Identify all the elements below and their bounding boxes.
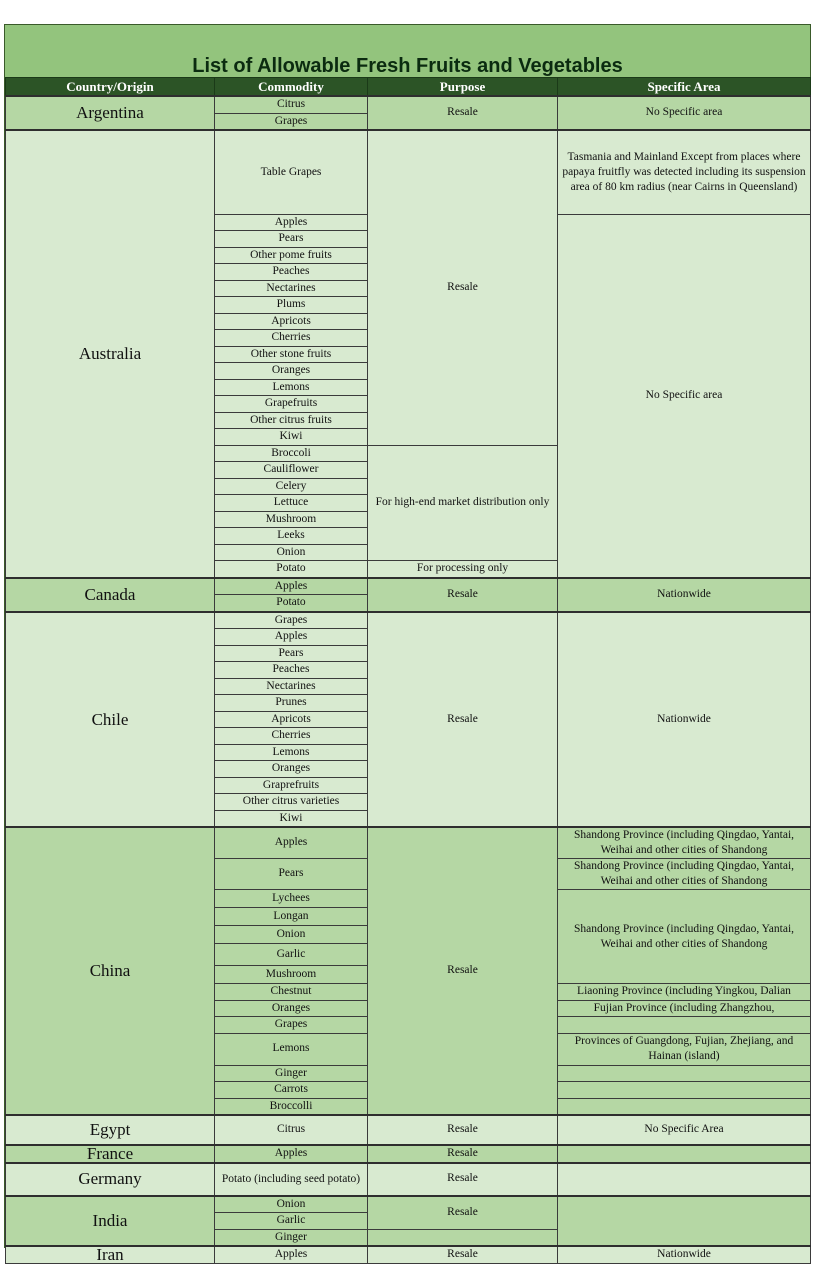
table-row bbox=[6, 1145, 811, 1163]
area-cell: Nationwide bbox=[558, 612, 811, 828]
commodity-cell: Pears bbox=[215, 645, 368, 662]
purpose-cell: For processing only bbox=[368, 561, 558, 578]
purpose-cell: Resale bbox=[368, 1196, 558, 1230]
area-cell bbox=[558, 1098, 811, 1115]
commodity-cell: Apples bbox=[215, 1145, 368, 1163]
area-cell: Liaoning Province (including Yingkou, Dalian bbox=[558, 984, 811, 1001]
commodity-cell: Graprefruits bbox=[215, 777, 368, 794]
commodity-cell: Broccoli bbox=[215, 445, 368, 462]
commodity-cell: Broccolli bbox=[215, 1098, 368, 1115]
group-china bbox=[6, 827, 811, 1115]
country-cell: Chile bbox=[6, 612, 215, 828]
group-egypt bbox=[6, 1115, 811, 1145]
commodity-cell: Kiwi bbox=[215, 810, 368, 827]
area-cell bbox=[558, 1145, 811, 1163]
commodity-cell: Mushroom bbox=[215, 966, 368, 984]
purpose-cell: Resale bbox=[368, 578, 558, 612]
group-argentina bbox=[6, 96, 811, 130]
area-cell bbox=[558, 1065, 811, 1082]
country-cell: Iran bbox=[6, 1246, 215, 1263]
commodity-cell: Apricots bbox=[215, 711, 368, 728]
table-row bbox=[6, 827, 811, 859]
area-cell: Provinces of Guangdong, Fujian, Zhejiang, and Hainan (island) bbox=[558, 1033, 811, 1065]
commodity-cell: Potato bbox=[215, 561, 368, 578]
commodity-table bbox=[5, 77, 811, 1264]
group-france bbox=[6, 1145, 811, 1163]
commodity-cell: Leeks bbox=[215, 528, 368, 545]
commodity-cell: Apples bbox=[215, 214, 368, 231]
commodity-table-container bbox=[5, 77, 810, 1264]
commodity-cell: Onion bbox=[215, 544, 368, 561]
commodity-cell: Citrus bbox=[215, 96, 368, 113]
commodity-cell: Other citrus varieties bbox=[215, 794, 368, 811]
commodity-cell: Carrots bbox=[215, 1082, 368, 1099]
group-chile bbox=[6, 612, 811, 828]
area-cell bbox=[558, 1163, 811, 1196]
group-germany bbox=[6, 1163, 811, 1196]
country-cell: Argentina bbox=[6, 96, 215, 130]
commodity-cell: Other citrus fruits bbox=[215, 412, 368, 429]
table-row bbox=[6, 1115, 811, 1145]
area-cell bbox=[558, 1196, 811, 1247]
commodity-cell: Kiwi bbox=[215, 429, 368, 446]
commodity-cell: Lemons bbox=[215, 744, 368, 761]
commodity-cell: Pears bbox=[215, 231, 368, 248]
purpose-cell: Resale bbox=[368, 1163, 558, 1196]
commodity-cell: Oranges bbox=[215, 363, 368, 380]
commodity-cell: Plums bbox=[215, 297, 368, 314]
purpose-cell: Resale bbox=[368, 612, 558, 828]
country-cell: Egypt bbox=[6, 1115, 215, 1145]
purpose-cell: Resale bbox=[368, 1115, 558, 1145]
commodity-cell: Citrus bbox=[215, 1115, 368, 1145]
commodity-cell: Celery bbox=[215, 478, 368, 495]
commodity-cell: Garlic bbox=[215, 944, 368, 966]
area-cell: Shandong Province (including Qingdao, Yantai, Weihai and other cities of Shandong bbox=[558, 827, 811, 859]
commodity-cell: Apples bbox=[215, 629, 368, 646]
area-cell: Nationwide bbox=[558, 1246, 811, 1263]
country-cell: Germany bbox=[6, 1163, 215, 1196]
header-purpose: Purpose bbox=[368, 78, 558, 97]
commodity-cell: Cherries bbox=[215, 728, 368, 745]
commodity-cell: Lettuce bbox=[215, 495, 368, 512]
commodity-cell: Grapes bbox=[215, 612, 368, 629]
header-row bbox=[6, 78, 811, 97]
commodity-cell: Apples bbox=[215, 1246, 368, 1263]
commodity-cell: Lychees bbox=[215, 890, 368, 908]
header-commodity: Commodity bbox=[215, 78, 368, 97]
commodity-cell: Potato bbox=[215, 595, 368, 612]
area-cell: No Specific Area bbox=[558, 1115, 811, 1145]
table-row bbox=[6, 612, 811, 629]
country-cell: France bbox=[6, 1145, 215, 1163]
commodity-cell: Lemons bbox=[215, 379, 368, 396]
header-country: Country/Origin bbox=[6, 78, 215, 97]
commodity-cell: Longan bbox=[215, 908, 368, 926]
commodity-cell: Cauliflower bbox=[215, 462, 368, 479]
commodity-cell: Other stone fruits bbox=[215, 346, 368, 363]
commodity-cell: Nectarines bbox=[215, 280, 368, 297]
area-cell: Nationwide bbox=[558, 578, 811, 612]
commodity-cell: Cherries bbox=[215, 330, 368, 347]
country-cell: Canada bbox=[6, 578, 215, 612]
commodity-cell: Apples bbox=[215, 827, 368, 859]
commodity-cell: Table Grapes bbox=[215, 130, 368, 214]
area-cell: No Specific area bbox=[558, 96, 811, 130]
area-cell: Tasmania and Mainland Except from places where papaya fruitfly was detected including its suspension area of 80 km radius (near Cairns in Queensland) bbox=[558, 130, 811, 214]
group-australia bbox=[6, 130, 811, 578]
group-india bbox=[6, 1196, 811, 1247]
commodity-cell: Prunes bbox=[215, 695, 368, 712]
commodity-cell: Other pome fruits bbox=[215, 247, 368, 264]
group-canada bbox=[6, 578, 811, 612]
spreadsheet bbox=[4, 24, 811, 1264]
table-row bbox=[6, 96, 811, 113]
table-row bbox=[6, 1196, 811, 1213]
area-cell bbox=[558, 1017, 811, 1034]
purpose-cell: Resale bbox=[368, 827, 558, 1115]
area-cell: Fujian Province (including Zhangzhou, bbox=[558, 1000, 811, 1017]
area-cell: Shandong Province (including Qingdao, Yantai, Weihai and other cities of Shandong bbox=[558, 890, 811, 984]
commodity-cell: Nectarines bbox=[215, 678, 368, 695]
commodity-cell: Grapefruits bbox=[215, 396, 368, 413]
area-cell: No Specific area bbox=[558, 214, 811, 578]
area-cell bbox=[558, 1082, 811, 1099]
country-cell: Australia bbox=[6, 130, 215, 578]
country-cell: India bbox=[6, 1196, 215, 1247]
commodity-cell: Mushroom bbox=[215, 511, 368, 528]
commodity-cell: Garlic bbox=[215, 1213, 368, 1230]
commodity-cell: Apricots bbox=[215, 313, 368, 330]
commodity-cell: Oranges bbox=[215, 1000, 368, 1017]
commodity-cell: Onion bbox=[215, 1196, 368, 1213]
commodity-cell: Ginger bbox=[215, 1229, 368, 1246]
area-cell: Shandong Province (including Qingdao, Yantai, Weihai and other cities of Shandong bbox=[558, 859, 811, 890]
page-title: List of Allowable Fresh Fruits and Vegetables bbox=[192, 55, 623, 77]
commodity-cell: Peaches bbox=[215, 662, 368, 679]
purpose-cell: Resale bbox=[368, 1145, 558, 1163]
country-cell: China bbox=[6, 827, 215, 1115]
commodity-cell: Grapes bbox=[215, 1017, 368, 1034]
purpose-cell: Resale bbox=[368, 1246, 558, 1263]
commodity-cell: Lemons bbox=[215, 1033, 368, 1065]
table-row bbox=[6, 1246, 811, 1263]
commodity-cell: Onion bbox=[215, 926, 368, 944]
table-row bbox=[6, 130, 811, 214]
commodity-cell: Potato (including seed potato) bbox=[215, 1163, 368, 1196]
commodity-cell: Peaches bbox=[215, 264, 368, 281]
purpose-cell: Resale bbox=[368, 96, 558, 130]
purpose-cell: For high-end market distribution only bbox=[368, 445, 558, 561]
commodity-cell: Chestnut bbox=[215, 984, 368, 1001]
purpose-cell: Resale bbox=[368, 130, 558, 445]
commodity-cell: Oranges bbox=[215, 761, 368, 778]
commodity-cell: Grapes bbox=[215, 113, 368, 130]
group-iran bbox=[6, 1246, 811, 1263]
table-row bbox=[6, 578, 811, 595]
commodity-cell: Apples bbox=[215, 578, 368, 595]
commodity-cell: Pears bbox=[215, 859, 368, 890]
purpose-cell bbox=[368, 1229, 558, 1246]
table-row bbox=[6, 1163, 811, 1196]
commodity-cell: Ginger bbox=[215, 1065, 368, 1082]
header-area: Specific Area bbox=[558, 78, 811, 97]
